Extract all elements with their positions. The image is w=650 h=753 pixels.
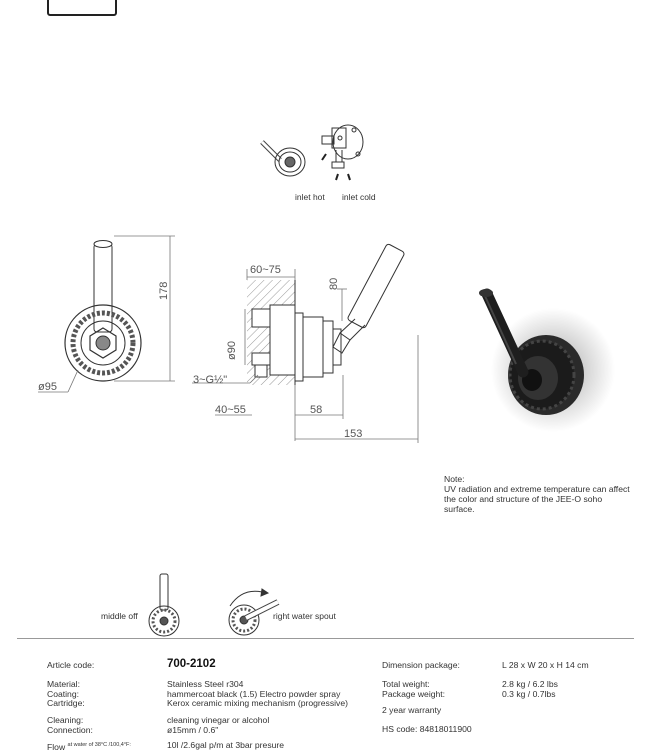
cleaning-labels xyxy=(47,716,93,735)
total-weight-label: Total weight: xyxy=(382,679,430,689)
front-view-drawing xyxy=(30,230,190,405)
weight-values xyxy=(502,680,558,699)
cleaning-values xyxy=(167,716,269,735)
product-photo xyxy=(468,280,618,440)
dim-95: ø95 xyxy=(38,381,57,393)
hs-code: HS code: 84818011900 xyxy=(382,724,472,734)
package-weight-label: Package weight: xyxy=(382,688,446,699)
inlet-hot-label: inlet hot xyxy=(295,192,325,202)
inlet-cold-label: inlet cold xyxy=(342,192,376,202)
dim-60-75: 60~75 xyxy=(250,264,281,276)
dimension-label: Dimension package: xyxy=(382,660,460,670)
section-divider xyxy=(17,638,634,639)
note-title: Note: xyxy=(444,474,465,484)
flow-value: 10l /2.6gal p/m at 3bar presure xyxy=(167,740,285,750)
cartridge-value: Kerox ceramic mixing mechanism (progressive) xyxy=(167,698,348,709)
flow-sup: at water of 38°C /100,4°F: xyxy=(67,742,131,748)
material-values xyxy=(167,680,348,709)
cartridge-label: Cartridge: xyxy=(47,698,85,709)
cleaning-label: Cleaning: xyxy=(47,715,84,725)
connection-value: ø15mm / 0.6" xyxy=(167,724,219,735)
note-block xyxy=(444,474,634,514)
dim-40-55: 40~55 xyxy=(215,404,246,416)
connection-label: Connection: xyxy=(47,724,93,735)
article-code-value: 700-2102 xyxy=(167,658,216,670)
dim-g12: 3~G½" xyxy=(193,374,228,386)
dimension-value: L 28 x W 20 x H 14 cm xyxy=(502,660,589,670)
middle-off-icon xyxy=(146,570,184,640)
dim-58: 58 xyxy=(310,404,323,416)
package-weight-value: 0.3 kg / 0.7lbs xyxy=(502,688,556,699)
right-spout-label: right water spout xyxy=(273,611,336,621)
logo-box xyxy=(47,0,117,16)
material-labels xyxy=(47,680,85,709)
middle-off-label: middle off xyxy=(101,611,138,621)
dim-90: ø90 xyxy=(226,341,238,360)
material-value: Stainless Steel r304 xyxy=(167,679,244,689)
article-code-label: Article code: xyxy=(47,660,95,670)
coating-value: hammercoat black (1.5) Electro powder spray xyxy=(167,688,341,699)
flow-label-text: Flow xyxy=(47,742,66,752)
total-weight-value: 2.8 kg / 6.2 lbs xyxy=(502,679,558,689)
flow-label xyxy=(47,741,131,753)
weight-labels xyxy=(382,680,445,699)
dim-178: 178 xyxy=(158,281,170,300)
warranty: 2 year warranty xyxy=(382,705,442,715)
exploded-view-drawing xyxy=(250,110,390,190)
dim-153: 153 xyxy=(344,428,363,440)
coating-label: Coating: xyxy=(47,688,80,699)
material-label: Material: xyxy=(47,679,80,689)
note-text: UV radiation and extreme temperature can affect the color and structure of the JEE-O soho surface. xyxy=(444,484,630,514)
cleaning-value: cleaning vinegar or alcohol xyxy=(167,715,270,725)
dim-80: 80 xyxy=(328,277,340,290)
